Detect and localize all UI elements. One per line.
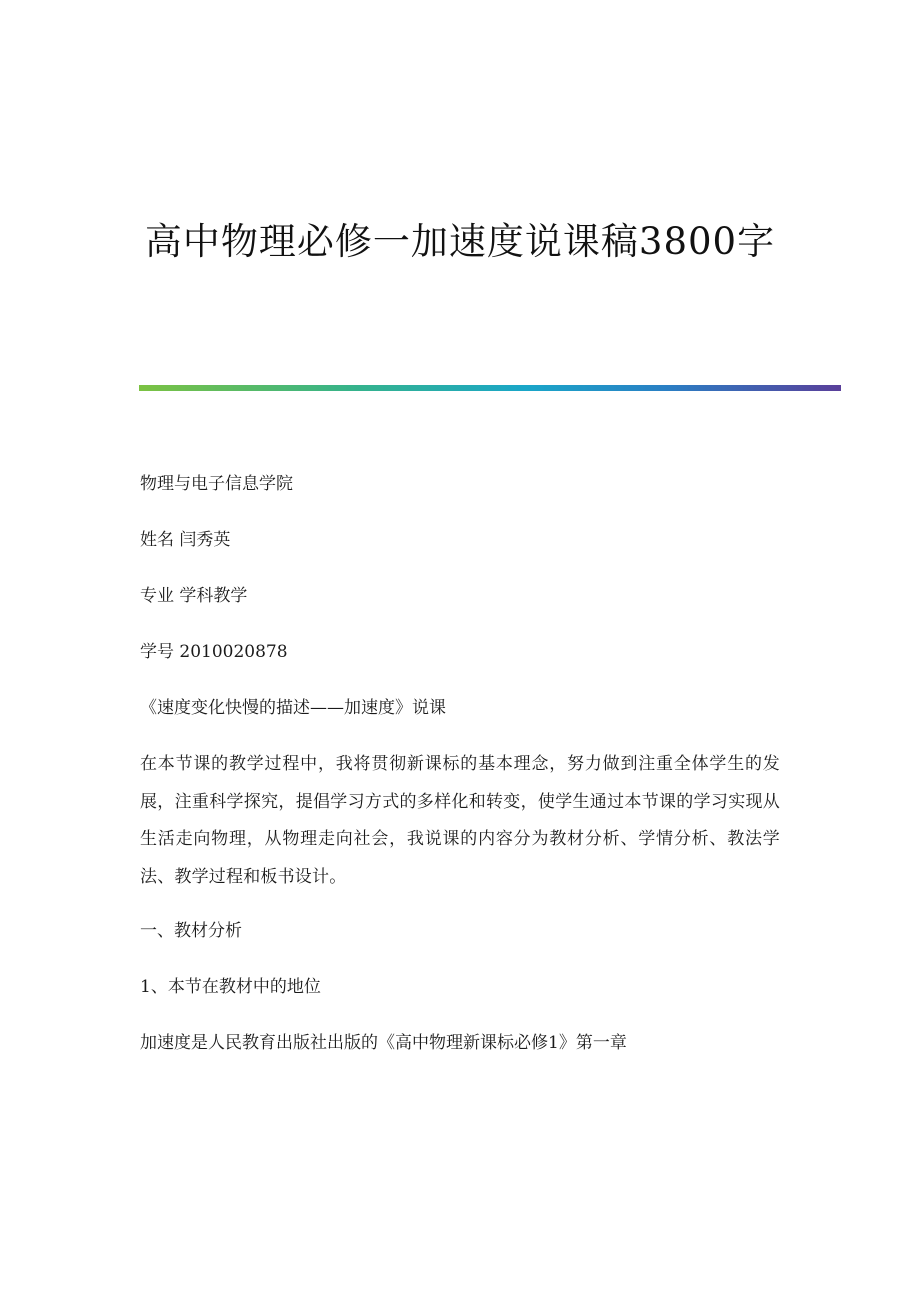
student-id: 学号 2010020878 [140,642,288,662]
subsection-heading: 1、本节在教材中的地位 [140,977,321,997]
title-divider [139,385,841,391]
institution: 物理与电子信息学院 [140,474,293,494]
document-body [140,466,780,1081]
section-heading: 一、教材分析 [140,921,242,941]
document-title: 高中物理必修一加速度说课稿3800字 [144,220,776,263]
author-name: 姓名 闫秀英 [140,530,231,550]
author-major: 专业 学科教学 [140,586,248,606]
lecture-title: 《速度变化快慢的描述——加速度》说课 [140,698,446,718]
intro-paragraph: 在本节课的教学过程中，我将贯彻新课标的基本理念，努力做到注重全体学生的发展，注重科学探究，提倡学习方式的多样化和转变，使学生通过本节课的学习实现从生活走向物理，从物理走向社会，我说课的内容分为教材分析、学情分析、教法学法、教学过程和板书设计。 [140,754,780,887]
body-paragraph: 加速度是人民教育出版社出版的《高中物理新课标必修1》第一章 [140,1033,627,1053]
